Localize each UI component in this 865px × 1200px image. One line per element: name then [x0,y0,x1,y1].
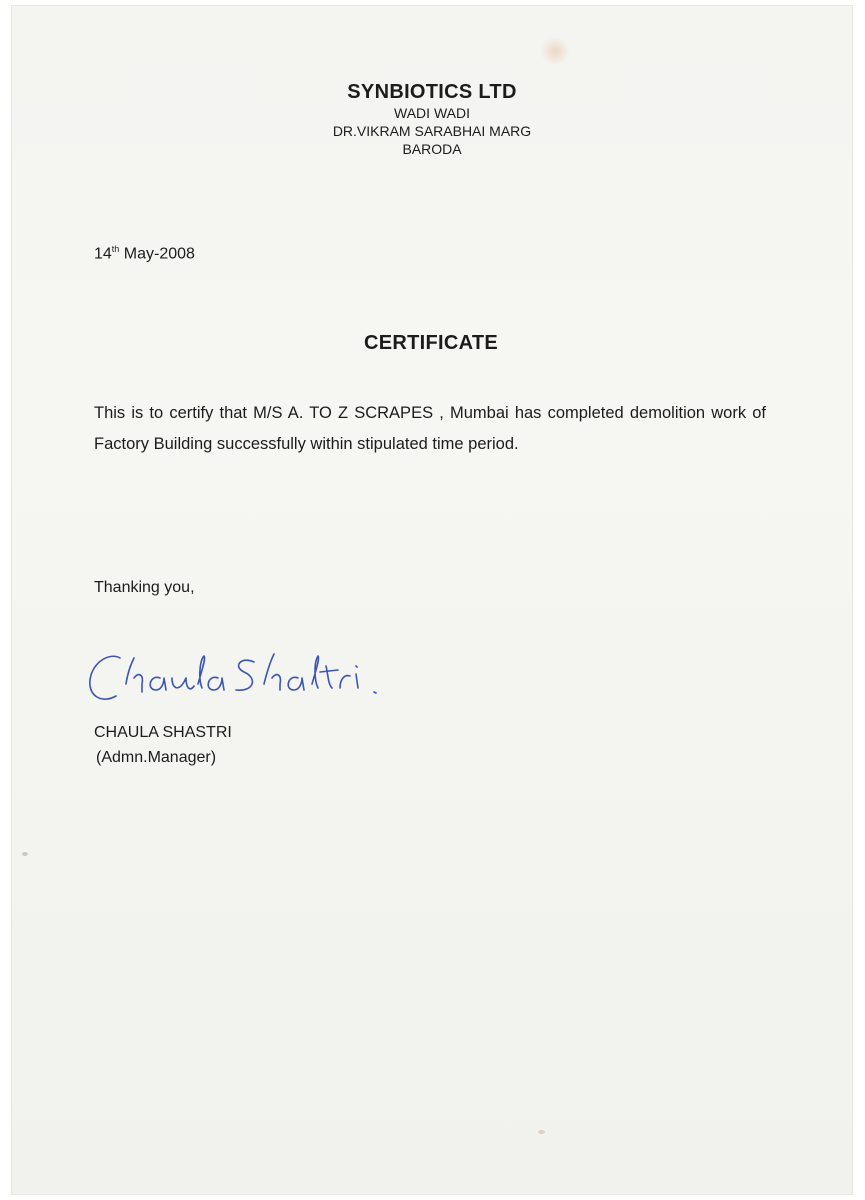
date-day: 14 [94,245,112,263]
certificate-title: CERTIFICATE [363,332,499,354]
closing-line: Thanking you, [94,579,195,596]
address-line: DR.VIKRAM SARABHAI MARG [332,123,532,139]
company-name: SYNBIOTICS LTD [347,81,517,103]
paper-sheet [12,6,852,1194]
address-line: BARODA [402,141,462,157]
letter-date [94,244,195,263]
date-suffix: th [111,244,120,254]
paper-stain [540,38,570,64]
address-line: WADI WADI [394,105,470,121]
certificate-body: This is to certify that M/S A. TO Z SCRAPES , Mumbai has completed demolition work of Factory Building successfully within stipulated time period. [94,404,766,453]
letterhead [232,80,632,158]
signer-name: CHAULA SHASTRI [94,724,232,741]
paper-speck [538,1130,545,1134]
handwritten-signature [86,644,386,708]
paper-speck [22,852,28,856]
signer-title: (Admn.Manager) [96,749,217,766]
date-rest: May-2008 [119,245,195,263]
